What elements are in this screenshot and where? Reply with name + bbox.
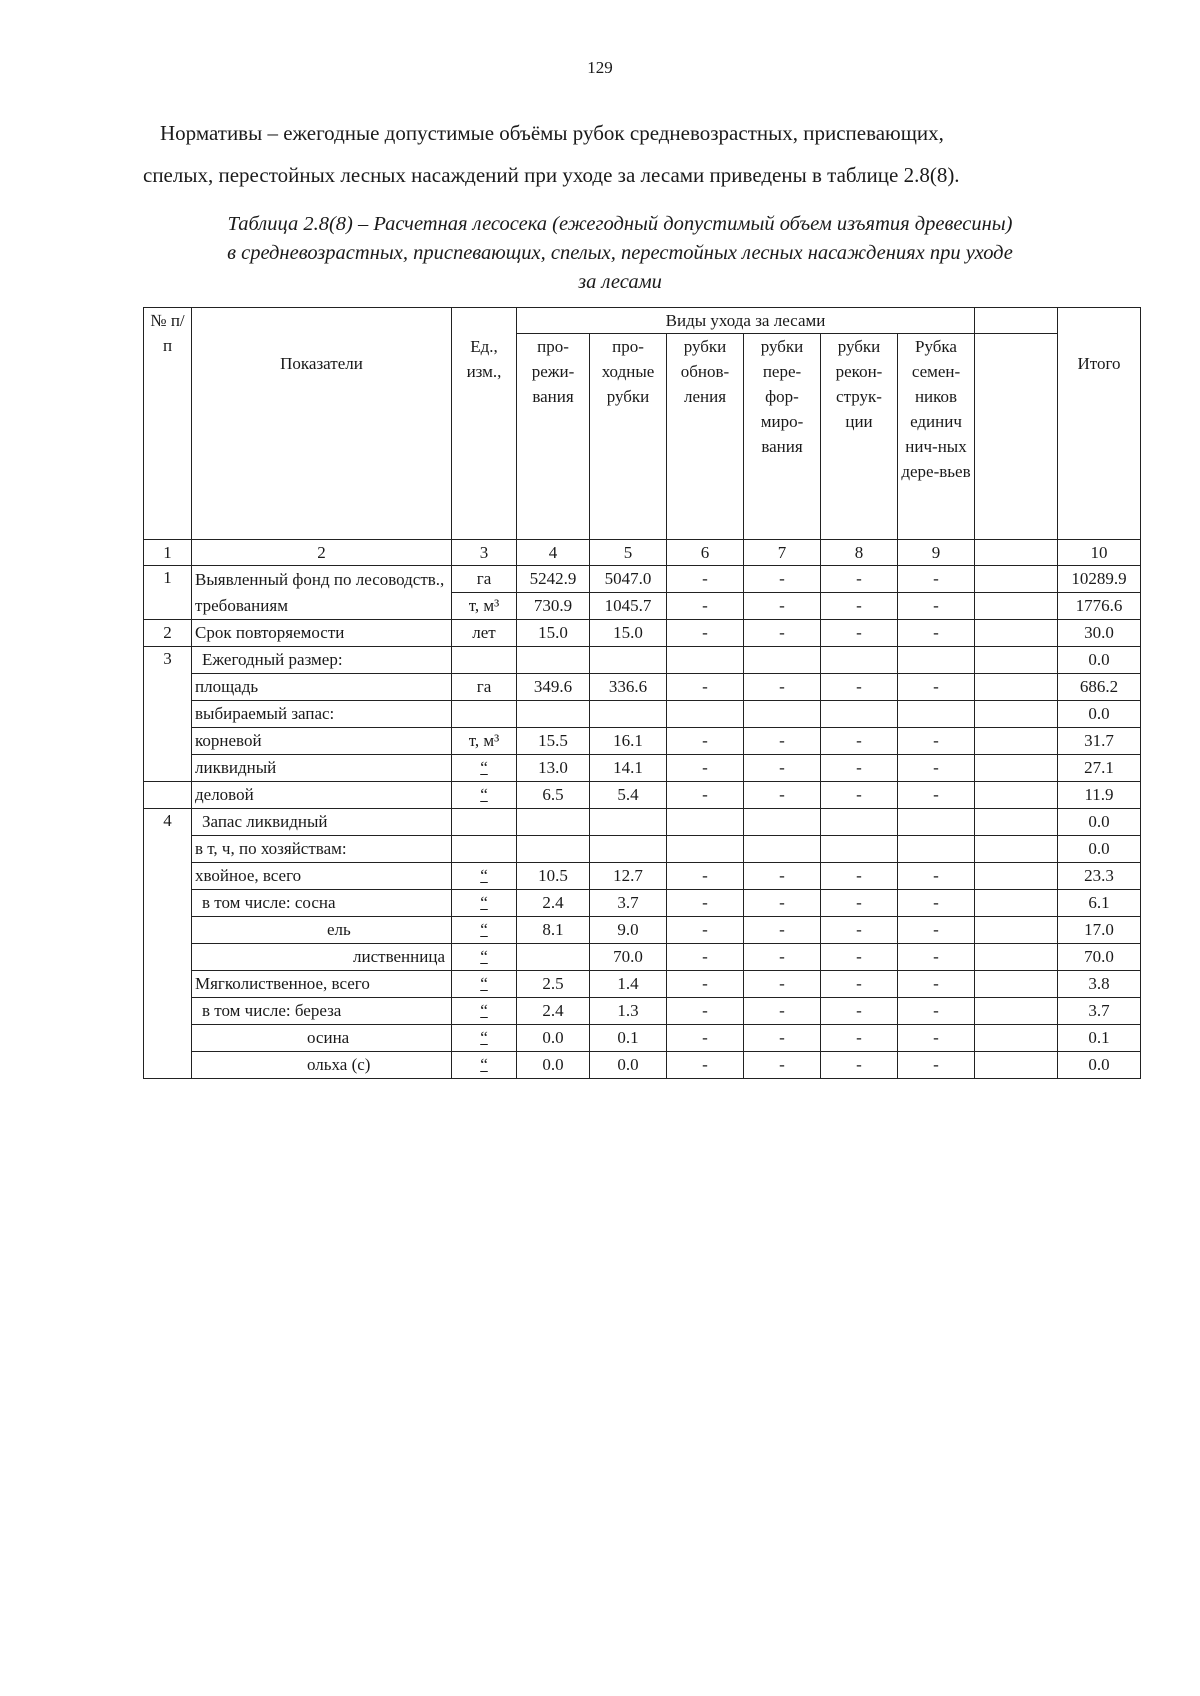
cell-empty [975,593,1058,620]
row-label: хвойное, всего [192,863,452,890]
header-thinning: про-режи-вания [517,334,590,540]
cell-empty [667,809,744,836]
cell: 1.3 [590,998,667,1025]
colnum: 9 [898,540,975,566]
row-label: ель [192,917,452,944]
table-row [144,566,1141,593]
cell-total: 3.7 [1058,998,1141,1025]
cell: 3.7 [590,890,667,917]
cell-empty [975,674,1058,701]
cell: 1.4 [590,971,667,998]
cell: - [744,755,821,782]
cell-empty [975,863,1058,890]
cell-empty [590,809,667,836]
row-label: Срок повторяемости [192,620,452,647]
cell-empty [517,701,590,728]
row-label: Выявленный фонд по лесоводств., требованиям [192,566,452,620]
cell-empty [975,998,1058,1025]
cell-empty [452,701,517,728]
row-label: лиственница [192,944,452,971]
row-unit-ditto: “ [452,944,517,971]
cell: - [744,1052,821,1079]
cell-total: 1776.6 [1058,593,1141,620]
cell: 15.5 [517,728,590,755]
cell-total: 6.1 [1058,890,1141,917]
colnum [975,540,1058,566]
cell: 1045.7 [590,593,667,620]
row-unit-ditto: “ [452,1025,517,1052]
cell: - [898,1025,975,1052]
cell-empty [590,836,667,863]
cell: - [744,620,821,647]
header-renewal-cuts: рубки обнов-ления [667,334,744,540]
table-row [144,755,1141,782]
table-row [144,620,1141,647]
logging-norms-table [143,307,1141,1079]
cell-empty [975,890,1058,917]
cell: - [898,1052,975,1079]
cell: 0.0 [517,1052,590,1079]
cell: 8.1 [517,917,590,944]
cell: - [667,971,744,998]
cell-empty [898,836,975,863]
cell: - [898,620,975,647]
cell: - [898,863,975,890]
cell-empty [898,701,975,728]
row-number: 3 [144,647,192,782]
colnum: 2 [192,540,452,566]
cell-empty [975,755,1058,782]
cell: 0.0 [517,1025,590,1052]
header-care-types: Виды ухода за лесами [517,308,975,334]
row-label: в том числе: сосна [192,890,452,917]
cell: - [667,1052,744,1079]
cell: 5047.0 [590,566,667,593]
cell: - [744,890,821,917]
cell-empty [517,647,590,674]
row-unit: т, м³ [452,728,517,755]
cell-empty [667,836,744,863]
cell-empty [667,647,744,674]
table-row [144,728,1141,755]
cell: - [898,566,975,593]
cell-empty [975,620,1058,647]
cell-empty [975,701,1058,728]
cell: - [898,998,975,1025]
table-row [144,674,1141,701]
row-unit: га [452,674,517,701]
row-label: площадь [192,674,452,701]
cell: - [667,998,744,1025]
cell-empty [975,836,1058,863]
cell-total: 0.0 [1058,809,1141,836]
header-indicator: Показатели [192,308,452,540]
cell-total: 23.3 [1058,863,1141,890]
cell-total: 31.7 [1058,728,1141,755]
cell: - [744,944,821,971]
table-row [144,701,1141,728]
cell-total: 27.1 [1058,755,1141,782]
cell: - [898,782,975,809]
cell: - [898,944,975,971]
cell: - [744,863,821,890]
cell: - [821,998,898,1025]
page-number: 129 [587,58,613,77]
cell-empty [821,701,898,728]
cell: - [898,674,975,701]
table-row [144,998,1141,1025]
caption-line-1: Таблица 2.8(8) – Расчетная лесосека (ежегодный допустимый объем изъятия древесины) [227,213,1013,235]
cell-empty [452,809,517,836]
cell-total: 11.9 [1058,782,1141,809]
cell-empty [821,809,898,836]
cell: - [667,674,744,701]
cell: 5.4 [590,782,667,809]
cell: - [898,593,975,620]
cell: - [821,917,898,944]
header-unit: Ед., изм., [452,308,517,540]
cell: - [898,890,975,917]
cell: - [744,1025,821,1052]
table-row [144,836,1141,863]
cell: - [667,782,744,809]
row-number: 1 [144,566,192,620]
cell: - [667,755,744,782]
cell-empty [975,1052,1058,1079]
cell: - [821,863,898,890]
caption-line-3: за лесами [578,271,662,293]
cell: - [667,728,744,755]
cell: - [821,566,898,593]
colnum: 1 [144,540,192,566]
colnum: 8 [821,540,898,566]
table-row [144,917,1141,944]
cell: - [667,1025,744,1052]
row-unit: лет [452,620,517,647]
cell-total: 3.8 [1058,971,1141,998]
table-row [144,809,1141,836]
cell: - [744,674,821,701]
cell: 15.0 [590,620,667,647]
cell: 6.5 [517,782,590,809]
cell-empty [975,1025,1058,1052]
cell-empty [975,782,1058,809]
cell-empty [517,809,590,836]
cell: - [821,755,898,782]
header-total: Итого [1058,308,1141,540]
cell-empty [975,728,1058,755]
cell: - [821,890,898,917]
cell: 2.4 [517,998,590,1025]
row-unit-ditto: “ [452,782,517,809]
table-row [144,1052,1141,1079]
cell-empty [975,971,1058,998]
row-label: ольха (с) [192,1052,452,1079]
cell-empty [821,647,898,674]
cell [517,944,590,971]
cell: 730.9 [517,593,590,620]
cell: - [898,728,975,755]
cell-empty [898,647,975,674]
cell-total: 0.1 [1058,1025,1141,1052]
row-label: деловой [192,782,452,809]
row-label: Мягколиственное, всего [192,971,452,998]
row-number: 2 [144,620,192,647]
cell: - [667,890,744,917]
cell: - [821,782,898,809]
cell: - [744,566,821,593]
cell: - [821,1025,898,1052]
cell-empty [744,836,821,863]
table-row [144,647,1141,674]
cell-empty [821,836,898,863]
row-unit-ditto: “ [452,890,517,917]
cell: 10.5 [517,863,590,890]
row-label: корневой [192,728,452,755]
cell-total: 0.0 [1058,836,1141,863]
cell: - [744,782,821,809]
row-unit-ditto: “ [452,917,517,944]
cell: 9.0 [590,917,667,944]
cell: - [898,917,975,944]
row-label: Запас ликвидный [192,809,452,836]
cell: - [667,620,744,647]
cell-empty [975,917,1058,944]
colnum: 6 [667,540,744,566]
row-label: Ежегодный размер: [192,647,452,674]
cell: 0.1 [590,1025,667,1052]
column-numbers-row [144,540,1141,566]
cell: 2.5 [517,971,590,998]
cell: - [667,863,744,890]
row-number: 4 [144,809,192,1079]
cell: 13.0 [517,755,590,782]
cell: - [667,917,744,944]
cell: 14.1 [590,755,667,782]
cell-total: 0.0 [1058,647,1141,674]
cell-empty [590,647,667,674]
table-caption [140,210,1100,297]
colnum: 3 [452,540,517,566]
cell-empty [144,782,192,809]
cell: - [821,674,898,701]
cell: - [667,944,744,971]
intro-paragraph-line-1: Нормативы – ежегодные допустимые объёмы рубок средневозрастных, приспевающих, [160,121,944,145]
cell-total: 30.0 [1058,620,1141,647]
cell-empty [975,566,1058,593]
row-label: в т, ч, по хозяйствам: [192,836,452,863]
cell: - [821,728,898,755]
cell: - [744,728,821,755]
colnum: 4 [517,540,590,566]
cell: - [667,566,744,593]
header-seed-tree-cuts: Рубка семен-ников единич нич-ных дере-вьев [898,334,975,540]
cell: - [744,917,821,944]
header-num: № п/п [144,308,192,540]
cell: - [821,620,898,647]
cell: - [821,593,898,620]
cell-total: 70.0 [1058,944,1141,971]
cell-empty [975,809,1058,836]
cell: - [898,755,975,782]
cell: - [744,971,821,998]
cell-empty [452,647,517,674]
cell-empty [517,836,590,863]
cell-total: 0.0 [1058,1052,1141,1079]
row-unit-ditto: “ [452,971,517,998]
cell-empty [744,701,821,728]
table-row [144,1025,1141,1052]
row-label: ликвидный [192,755,452,782]
cell-empty [590,701,667,728]
row-unit-ditto: “ [452,863,517,890]
cell-empty [744,647,821,674]
cell-empty [744,809,821,836]
cell: 15.0 [517,620,590,647]
cell-total: 10289.9 [1058,566,1141,593]
cell: 16.1 [590,728,667,755]
cell-empty [975,647,1058,674]
row-label: в том числе: береза [192,998,452,1025]
table-row [144,890,1141,917]
cell: - [821,944,898,971]
cell: - [898,971,975,998]
header-empty-2 [975,334,1058,540]
row-label: осина [192,1025,452,1052]
colnum: 7 [744,540,821,566]
header-reconstruction-cuts: рубки рекон-струк-ции [821,334,898,540]
cell-empty [667,701,744,728]
colnum: 5 [590,540,667,566]
cell-empty [452,836,517,863]
table-row [144,971,1141,998]
table-row [144,944,1141,971]
cell-total: 0.0 [1058,701,1141,728]
cell: - [821,971,898,998]
cell-total: 17.0 [1058,917,1141,944]
cell: - [744,998,821,1025]
row-unit-ditto: “ [452,1052,517,1079]
cell-empty [898,809,975,836]
header-empty [975,308,1058,334]
header-passing-cuts: про-ходные рубки [590,334,667,540]
colnum: 10 [1058,540,1141,566]
cell: - [744,593,821,620]
row-unit: га [452,566,517,593]
cell-empty [975,944,1058,971]
cell: 5242.9 [517,566,590,593]
row-unit: т, м³ [452,593,517,620]
row-label: выбираемый запас: [192,701,452,728]
table-row [144,863,1141,890]
table-row [144,782,1141,809]
row-unit-ditto: “ [452,998,517,1025]
cell-total: 686.2 [1058,674,1141,701]
row-unit-ditto: “ [452,755,517,782]
cell: 336.6 [590,674,667,701]
caption-line-2: в средневозрастных, приспевающих, спелых, перестойных лесных насаждениях при уходе [227,242,1013,264]
cell: 0.0 [590,1052,667,1079]
cell: 349.6 [517,674,590,701]
cell: 2.4 [517,890,590,917]
cell: 12.7 [590,863,667,890]
cell: - [821,1052,898,1079]
intro-paragraph-line-2: спелых, перестойных лесных насаждений при уходе за лесами приведены в таблице 2.8(8). [143,163,960,187]
cell: - [667,593,744,620]
header-reformation-cuts: рубки пере-фор-миро-вания [744,334,821,540]
cell: 70.0 [590,944,667,971]
